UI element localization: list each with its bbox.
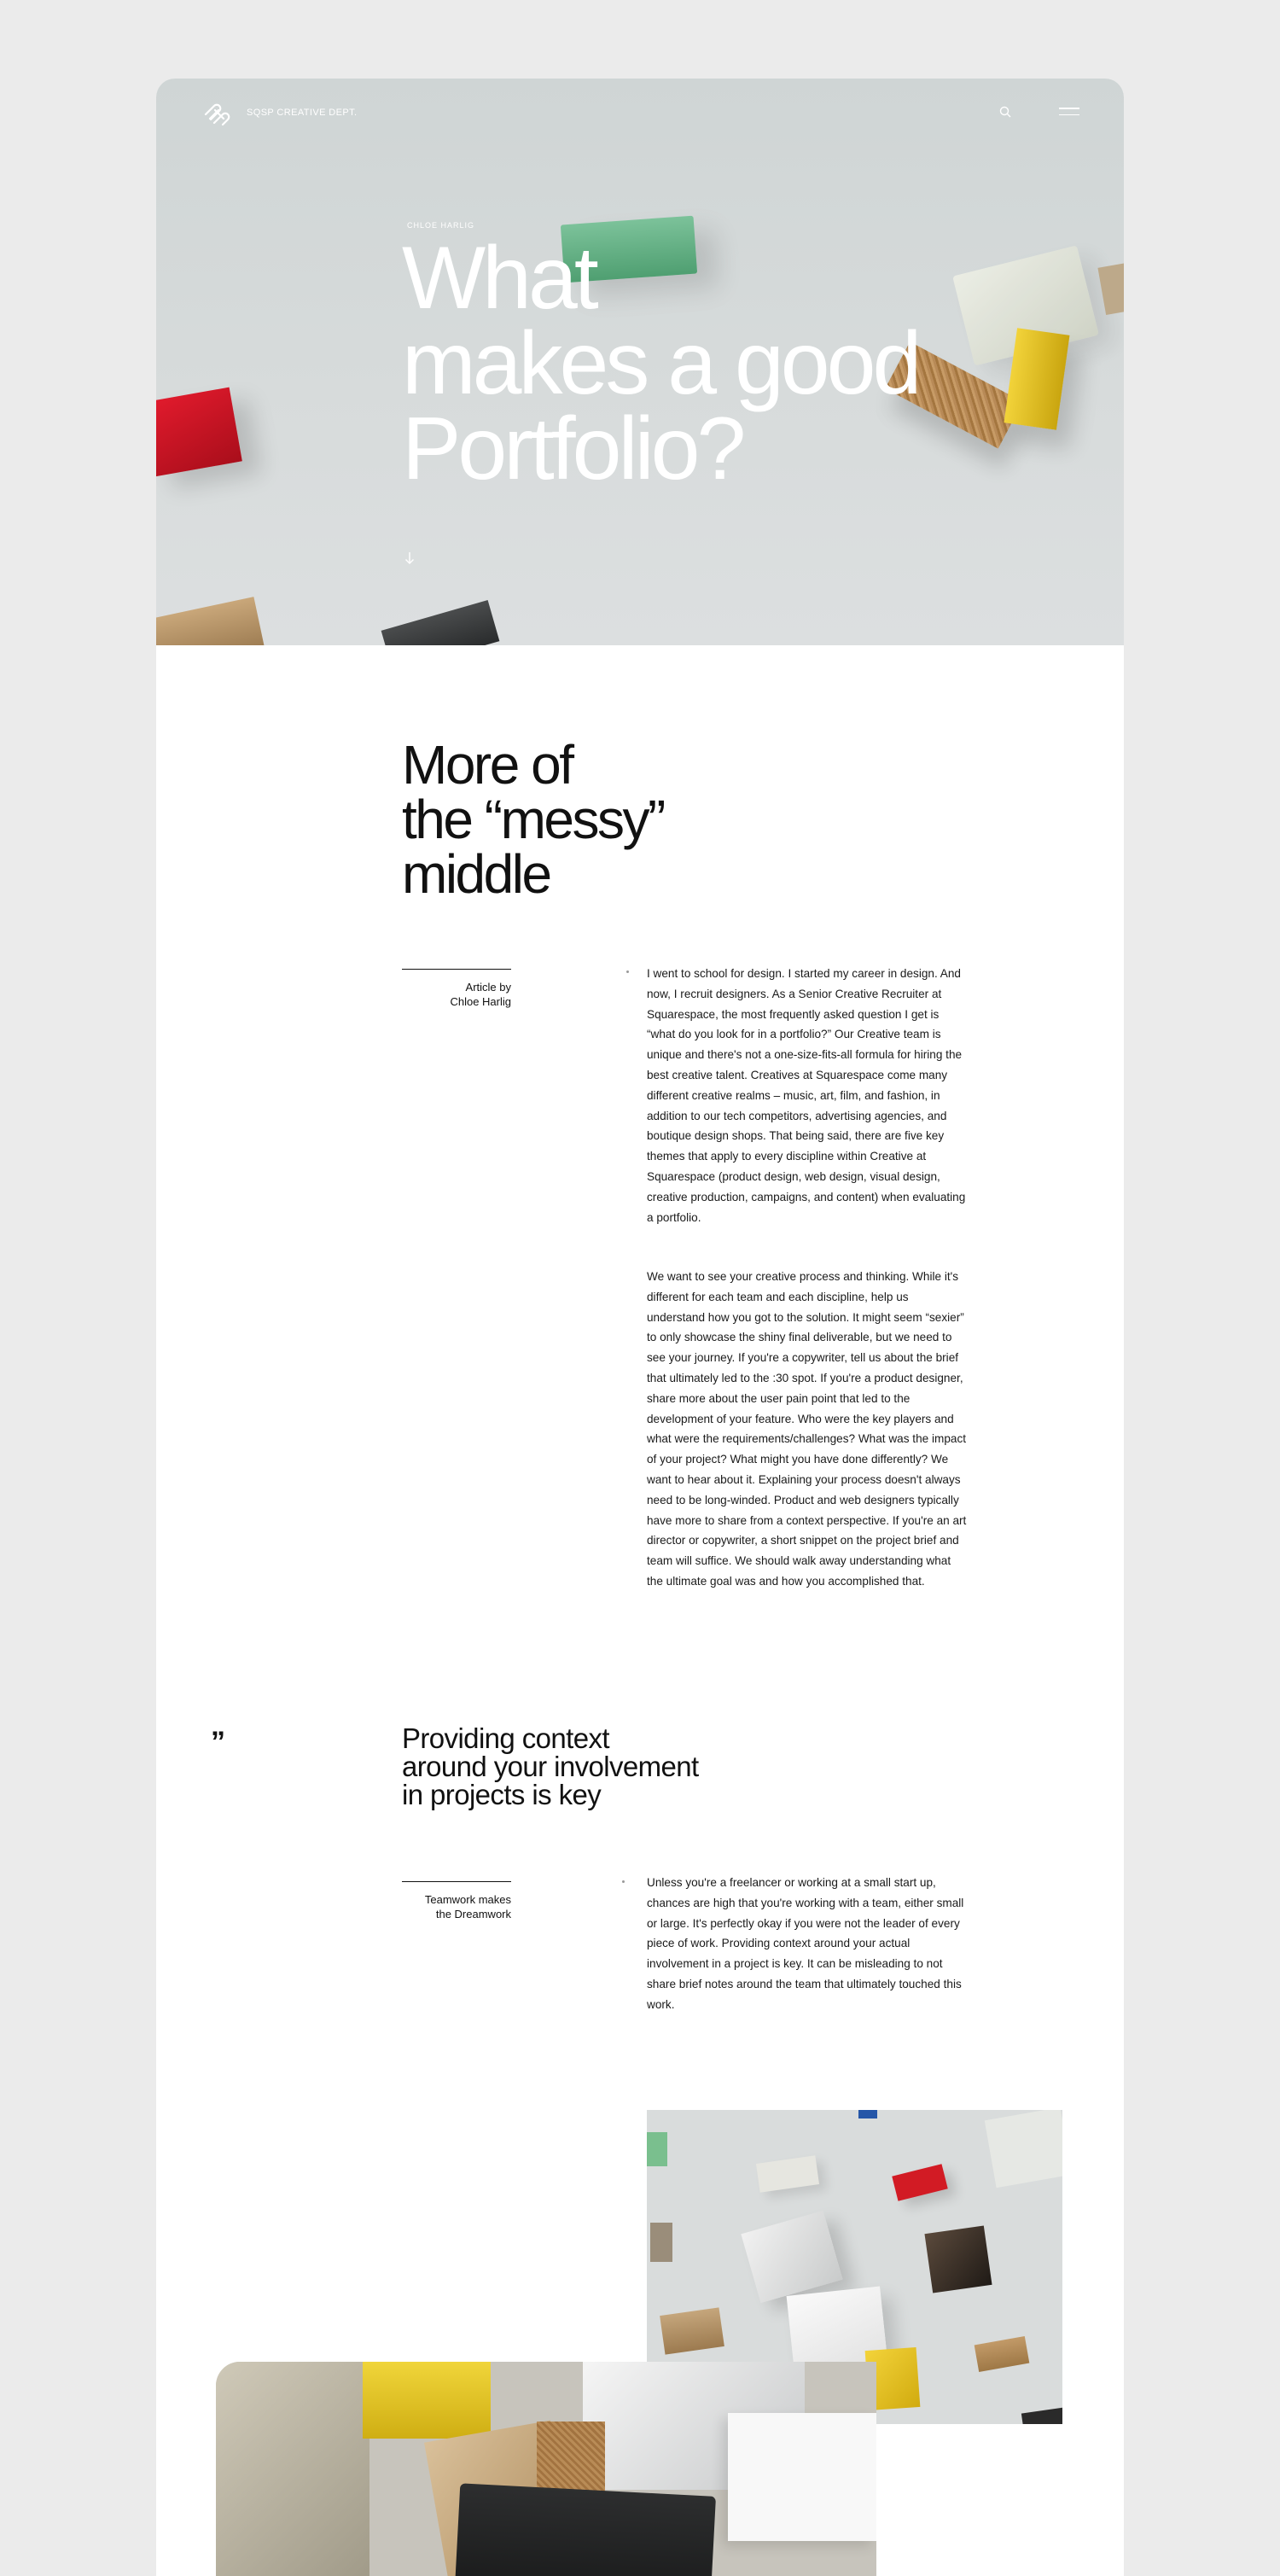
author-kicker: CHLOE HARLIG [407, 221, 475, 230]
gallery-image-closeup [216, 2362, 876, 2576]
article-page [156, 79, 1124, 2576]
search-icon[interactable] [997, 104, 1014, 121]
body-paragraph: Unless you're a freelancer or working at a small start up, chances are high that you're working with a team, either small or large. It's perfectly okay if you were not the leader of every piece of work. Providing context around your actual involvement in a project is key. It can be misleading to not share brief notes around the team that ultimately touched this work. [647, 1876, 964, 2011]
red-block-image [156, 388, 242, 477]
squarespace-logo-icon[interactable] [202, 102, 231, 126]
black-block-image [381, 600, 500, 645]
hamburger-menu-icon[interactable] [1059, 108, 1079, 119]
body-paragraph: We want to see your creative process and thinking. While it's different for each team and each discipline, help us understand how you got to the solution. It might seem “sexier” to only showcase the shiny final deliverable, but we need to see your journey. If you're a copywriter, tell us about the brief that ultimately led to the :30 spot. If you're a product designer, share more about the user pain point that led to the development of your feature. Who were the key players and what were the requirements/challenges? What was the impact of your project? What might you have done differently? We want to hear about it. Explaining your process doesn't always need to be long-winded. Product and web designers typically have more to share from a context perspective. If you're an art director or copywriter, a short snippet on the project brief and team will suffice. We should walk away understanding what the ultimate goal was and how you accomplished that. [647, 1270, 967, 1588]
subheading: Providing context around your involvement in projects is key [402, 1722, 699, 1810]
hero-title: What makes a good Portfolio? [402, 229, 919, 498]
section-byline: Teamwork makes the Dreamwork [402, 1881, 511, 1921]
section-title: More of the “messy” middle [402, 734, 664, 905]
arrow-down-icon[interactable] [404, 551, 417, 567]
hero-section [156, 79, 1124, 645]
bullet-dot [622, 1880, 625, 1883]
bullet-dot [626, 970, 629, 973]
tan-block-image [1097, 262, 1124, 315]
quote-mark-icon: ” [211, 1726, 225, 1758]
wood-block-image [156, 597, 265, 645]
brand-name[interactable]: SQSP CREATIVE DEPT. [247, 108, 358, 118]
body-paragraph: I went to school for design. I started my career in design. And now, I recruit designers. As a Senior Creative Recruiter at Squarespace, the most frequently asked question I get is “what do you look for in a portfolio?” Our Creative team is unique and there's not a one-size-fits-all formula for hiring the best creative talent. Creatives at Squarespace come many different creative realms – music, art, film, and fashion, in addition to our tech competitors, advertising agencies, and boutique design shops. That being said, there are five key themes that apply to every discipline within Creative at Squarespace (product design, web design, visual design, creative production, campaigns, and content) when evaluating a portfolio. [647, 967, 966, 1224]
article-byline: Article by Chloe Harlig [402, 969, 511, 1009]
